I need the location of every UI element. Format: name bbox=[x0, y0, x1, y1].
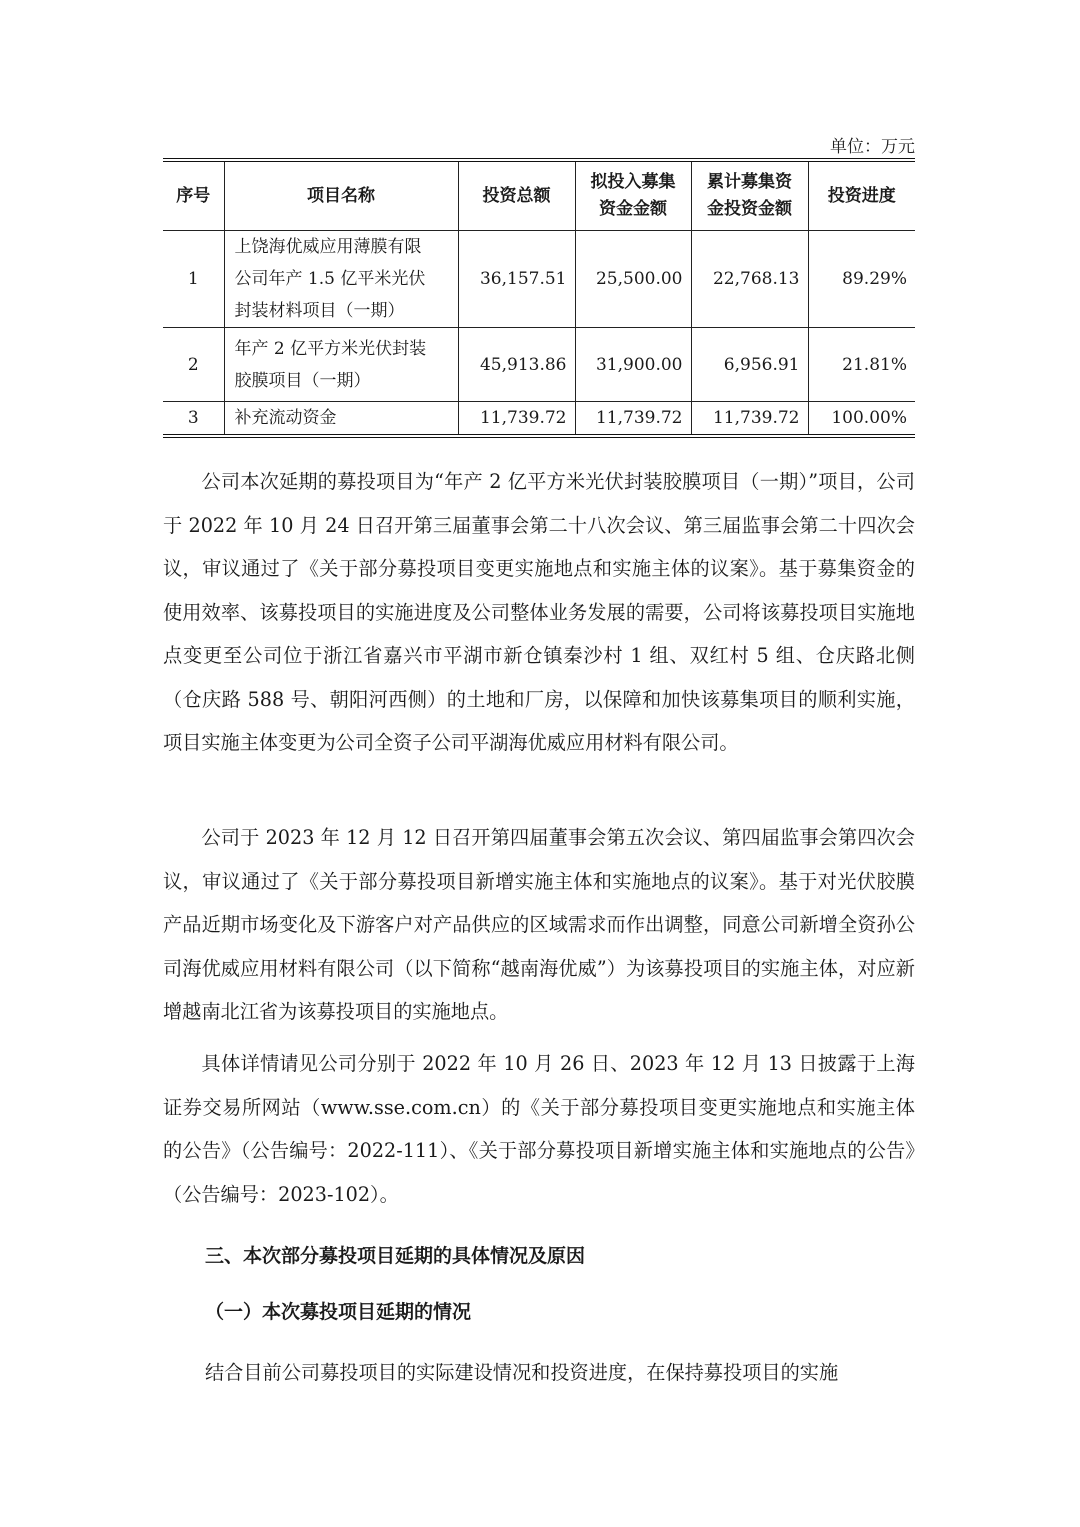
header-planned-line1: 拟投入募集 bbox=[590, 172, 676, 192]
cell-cumulative: 6,956.91 bbox=[691, 328, 808, 402]
cell-cumulative: 11,739.72 bbox=[691, 402, 808, 437]
header-progress: 投资进度 bbox=[808, 160, 915, 231]
cell-name bbox=[224, 328, 458, 402]
cell-total: 11,739.72 bbox=[458, 402, 575, 437]
paragraph-new-implementation-entity: 公司于 2023 年 12 月 12 日召开第四届董事会第五次会议、第四届监事会第四次会议，审议通过了《关于部分募投项目新增实施主体和实施地点的议案》。基于对光伏胶膜产品近期市场变化及下游客户对产品供应的区域需求而作出调整，同意公司新增全资孙公司海优威应用材料有限公司（以下简称“越南海优威”）为该募投项目的实施主体，对应新增越南北江省为该募投项目的实施地点。 bbox=[163, 826, 915, 1023]
header-cumulative-line2: 金投资金额 bbox=[707, 199, 792, 219]
fundraising-table-container bbox=[163, 158, 915, 438]
cell-planned: 11,739.72 bbox=[575, 402, 691, 437]
cell-progress: 89.29% bbox=[808, 231, 915, 328]
header-planned bbox=[575, 160, 691, 231]
cell-planned: 31,900.00 bbox=[575, 328, 691, 402]
cell-name-line: 胶膜项目（一期） bbox=[234, 370, 371, 391]
header-cumulative bbox=[691, 160, 808, 231]
cell-total: 45,913.86 bbox=[458, 328, 575, 402]
header-name: 项目名称 bbox=[224, 160, 458, 231]
fundraising-projects-table bbox=[163, 158, 915, 438]
cell-name-line: 公司年产 1.5 亿平米光伏 bbox=[234, 269, 426, 289]
cell-name-line: 年产 2 亿平方米光伏封装 bbox=[234, 338, 427, 359]
subsection-heading: （一）本次募投项目延期的情况 bbox=[205, 1301, 472, 1323]
table-row bbox=[163, 231, 915, 328]
header-total: 投资总额 bbox=[458, 160, 575, 231]
table-row bbox=[163, 328, 915, 402]
paragraph-delay-intro: 结合目前公司募投项目的实际建设情况和投资进度，在保持募投项目的实施 bbox=[205, 1361, 839, 1384]
paragraph-project-location-change: 公司本次延期的募投项目为“年产 2 亿平方米光伏封装胶膜项目（一期）”项目，公司于 2022 年 10 月 24 日召开第三届董事会第二十八次会议、第三届监事会第二十四次会议，审议通过了《关于部分募投项目变更实施地点和实施主体的议案》。基于募集资金的使用效率、该募投项目的实施进度及公司整体业务发展的需要，公司将该募投项目实施地点变更至公司位于浙江省嘉兴市平湖市新仓镇秦沙村 1 组、双红村 5 组、仓庆路北侧（仓庆路 588 号、朝阳河西侧）的土地和厂房，以保障和加快该募集项目的顺利实施，项目实施主体变更为公司全资子公司平湖海优威应用材料有限公司。 bbox=[163, 470, 915, 754]
cell-name-line: 上饶海优威应用薄膜有限 bbox=[234, 237, 422, 257]
cell-planned: 25,500.00 bbox=[575, 231, 691, 328]
cell-progress: 100.00% bbox=[808, 402, 915, 437]
paragraph-disclosure-reference: 具体详情请见公司分别于 2022 年 10 月 26 日、2023 年 12 月 13 日披露于上海证券交易所网站（www.sse.com.cn）的《关于部分募投项目变更实施地点和实施主体的公告》（公告编号：2022-111）、《关于部分募投项目新增实施主体和实施地点的公告》（公告编号：2023-102）。 bbox=[163, 1052, 915, 1206]
cell-no: 3 bbox=[163, 402, 224, 437]
header-planned-line2: 资金金额 bbox=[599, 199, 667, 219]
cell-progress: 21.81% bbox=[808, 328, 915, 402]
header-no: 序号 bbox=[163, 160, 224, 231]
cell-name-line: 补充流动资金 bbox=[234, 408, 337, 428]
header-cumulative-line1: 累计募集资 bbox=[707, 172, 792, 192]
section-heading: 三、本次部分募投项目延期的具体情况及原因 bbox=[205, 1245, 586, 1267]
table-row bbox=[163, 402, 915, 437]
table-header-row bbox=[163, 160, 915, 231]
cell-name bbox=[224, 231, 458, 328]
cell-total: 36,157.51 bbox=[458, 231, 575, 328]
cell-cumulative: 22,768.13 bbox=[691, 231, 808, 328]
cell-name bbox=[224, 402, 458, 437]
cell-name-line: 封装材料项目（一期） bbox=[234, 301, 405, 321]
cell-no: 1 bbox=[163, 231, 224, 328]
unit-label: 单位：万元 bbox=[830, 137, 915, 157]
cell-no: 2 bbox=[163, 328, 224, 402]
